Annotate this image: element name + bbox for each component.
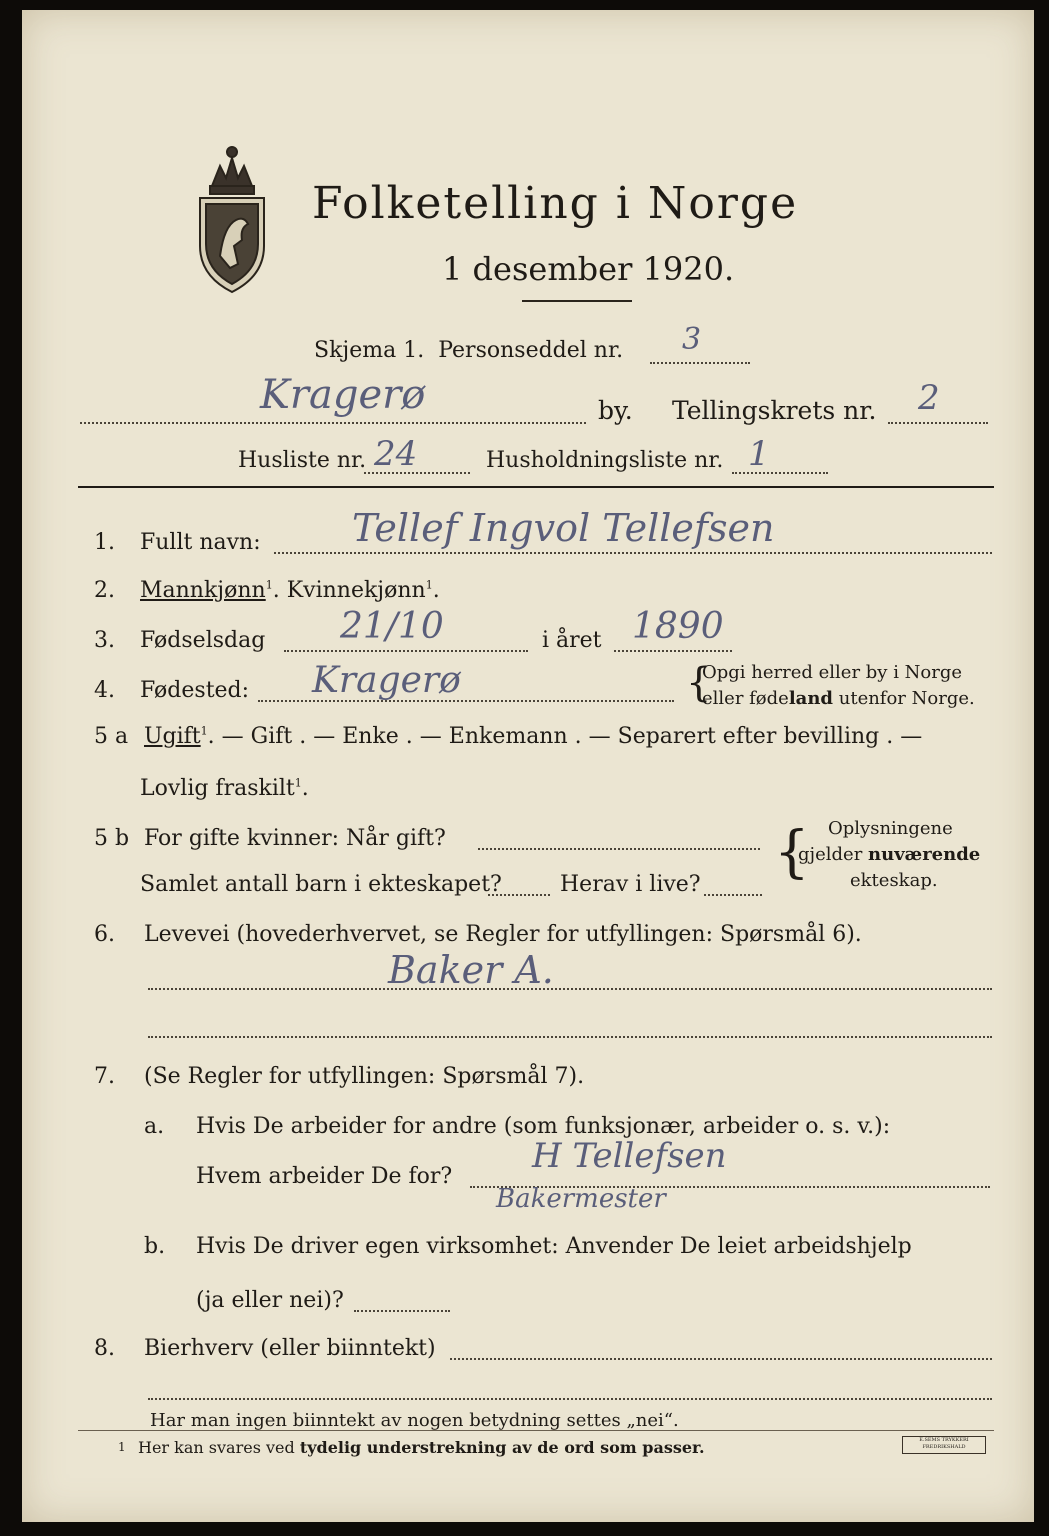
q5b-line-3 bbox=[704, 894, 762, 896]
personseddel-value: 3 bbox=[682, 322, 702, 357]
q7b-text: Hvis De driver egen virksomhet: Anvender De leiet arbeidshjelp bbox=[196, 1234, 912, 1259]
skjema-label bbox=[314, 338, 623, 363]
q5a-rest: . — Gift . — Enke . — Enkemann . — Separert efter bevilling . — bbox=[207, 724, 923, 749]
q5a-sup-2: 1 bbox=[294, 776, 302, 790]
tellingskrets-line bbox=[888, 422, 988, 424]
q2-options bbox=[140, 578, 440, 603]
q1-number: 1. bbox=[94, 530, 115, 555]
q5b-line-2 bbox=[488, 894, 550, 896]
q5b-label-3: Herav i live? bbox=[560, 872, 701, 897]
husholdning-line bbox=[732, 472, 828, 474]
q3-line bbox=[284, 650, 528, 652]
by-label: by. bbox=[598, 396, 633, 425]
q7b-text-2: (ja eller nei)? bbox=[196, 1288, 344, 1313]
q5a-line2: Lovlig fraskilt$^1$. bbox=[140, 776, 309, 801]
footnote-text bbox=[138, 1438, 705, 1457]
q7b-letter: b. bbox=[144, 1234, 166, 1259]
q4-note-1: Opgi herred eller by i Norge bbox=[702, 662, 963, 683]
q2-male: Mannkjønn bbox=[140, 578, 266, 603]
q5a-number: 5 a bbox=[94, 724, 129, 749]
q2-end: . bbox=[432, 578, 440, 603]
q6-number: 6. bbox=[94, 922, 115, 947]
q5a-sup: 1 bbox=[200, 724, 208, 738]
q5b-note-3: ekteskap. bbox=[850, 870, 938, 891]
norway-coat-of-arms-icon bbox=[190, 136, 274, 296]
by-line bbox=[80, 422, 586, 424]
q7a-value-2: Bakermester bbox=[496, 1184, 666, 1214]
tellingskrets-label: Tellingskrets nr. bbox=[672, 396, 877, 425]
q1-line bbox=[274, 552, 992, 554]
q5a-fraskilt: Lovlig fraskilt bbox=[140, 776, 295, 801]
census-form bbox=[22, 10, 1034, 1522]
q6-line-2 bbox=[148, 1036, 992, 1038]
q7a-letter: a. bbox=[144, 1114, 165, 1139]
q5b-label-2: Samlet antall barn i ekteskapet? bbox=[140, 872, 502, 897]
q2-number: 2. bbox=[94, 578, 115, 603]
q6-value: Baker A. bbox=[388, 948, 554, 992]
q7a-text: Hvis De arbeider for andre (som funksjonær, arbeider o. s. v.): bbox=[196, 1114, 891, 1139]
q1-label: Fullt navn: bbox=[140, 530, 261, 555]
q5a-ugift: Ugift bbox=[144, 724, 201, 749]
by-value: Kragerø bbox=[260, 372, 426, 418]
q5b-note-2a: gjelder bbox=[798, 844, 869, 865]
q8-label: Bierhverv (eller biinntekt) bbox=[144, 1336, 436, 1361]
q5b-note-2 bbox=[798, 844, 980, 865]
q8-line-1 bbox=[450, 1358, 992, 1360]
q4-label: Fødested: bbox=[140, 678, 250, 703]
q4-brace: { bbox=[686, 660, 712, 706]
q1-value: Tellef Ingvol Tellefsen bbox=[352, 506, 775, 550]
q7a-text-2: Hvem arbeider De for? bbox=[196, 1164, 453, 1189]
husliste-label: Husliste nr. bbox=[238, 448, 367, 473]
q7a-value: H Tellefsen bbox=[532, 1136, 727, 1176]
q5a-options bbox=[144, 724, 922, 749]
q4-note-2c: utenfor Norge. bbox=[833, 688, 975, 709]
personseddel-label: Personseddel nr. bbox=[438, 338, 624, 363]
q7-number: 7. bbox=[94, 1064, 115, 1089]
header-rule bbox=[78, 486, 994, 488]
q5b-brace: { bbox=[774, 820, 810, 885]
q3-year-label: i året bbox=[542, 628, 602, 653]
q5b-note-1: Oplysningene bbox=[828, 818, 953, 839]
q4-note-2a: eller føde bbox=[702, 688, 789, 709]
q8-number: 8. bbox=[94, 1336, 115, 1361]
q2-sup-2: 1 bbox=[425, 578, 433, 592]
footnote-number: 1 bbox=[118, 1440, 126, 1454]
q5b-note-2b: nuværende bbox=[868, 844, 981, 865]
q4-note-2b: land bbox=[788, 688, 834, 709]
title-rule bbox=[522, 300, 632, 302]
q2-sep: . bbox=[272, 578, 280, 603]
printer-stamp: E.SEMS TRYKKERI FREDRIKSHALD bbox=[902, 1436, 986, 1454]
husholdning-value: 1 bbox=[748, 434, 770, 474]
q7-label: (Se Regler for utfyllingen: Spørsmål 7). bbox=[144, 1064, 585, 1089]
q7b-line bbox=[354, 1310, 450, 1312]
q3-year-value: 1890 bbox=[632, 606, 724, 647]
census-date: 1 desember 1920. bbox=[442, 250, 735, 288]
q5b-line-1 bbox=[478, 848, 760, 850]
footer-note: Har man ingen biinntekt av nogen betydning settes „nei“. bbox=[150, 1410, 679, 1431]
footer-rule bbox=[78, 1430, 994, 1431]
q3-label: Fødselsdag bbox=[140, 628, 266, 653]
husholdning-label: Husholdningsliste nr. bbox=[486, 448, 724, 473]
q4-note-2 bbox=[702, 688, 975, 709]
q4-value: Kragerø bbox=[312, 660, 461, 701]
q3-value: 21/10 bbox=[340, 606, 444, 647]
q8-line-2 bbox=[148, 1398, 992, 1400]
q5b-label: For gifte kvinner: Når gift? bbox=[144, 826, 446, 851]
q2-sup-1: 1 bbox=[265, 578, 273, 592]
footnote-text-a: Her kan svares ved bbox=[138, 1438, 300, 1457]
q3-year-line bbox=[614, 650, 732, 652]
husliste-value: 24 bbox=[374, 434, 418, 474]
q3-number: 3. bbox=[94, 628, 115, 653]
tellingskrets-value: 2 bbox=[918, 378, 940, 418]
skjema-text: Skjema 1. bbox=[314, 338, 425, 363]
q6-line-1 bbox=[148, 988, 992, 990]
q4-number: 4. bbox=[94, 678, 115, 703]
personseddel-line bbox=[650, 362, 750, 364]
footnote-text-b: tydelig understrekning av de ord som passer. bbox=[299, 1438, 705, 1457]
form-title: Folketelling i Norge bbox=[312, 178, 799, 229]
q5b-number: 5 b bbox=[94, 826, 130, 851]
q2-female: Kvinnekjønn bbox=[286, 578, 426, 603]
q6-label: Levevei (hovederhvervet, se Regler for utfyllingen: Spørsmål 6). bbox=[144, 922, 862, 947]
